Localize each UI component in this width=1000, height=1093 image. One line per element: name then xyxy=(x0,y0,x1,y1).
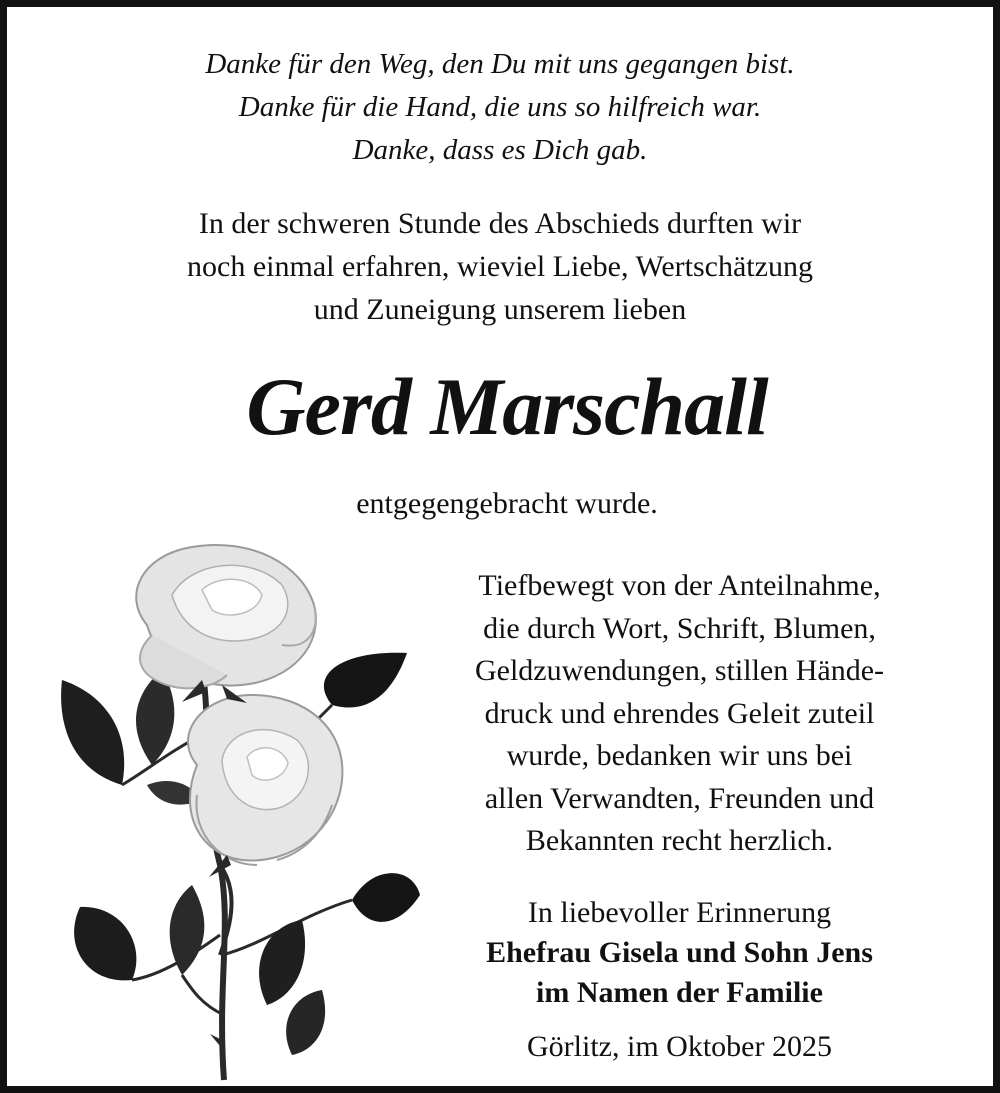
signers-line: Ehefrau Gisela und Sohn Jens xyxy=(486,936,873,969)
intro-paragraph xyxy=(7,202,993,331)
deceased-name: Gerd Marschall xyxy=(246,361,768,452)
intro-line: In der schweren Stunde des Abschieds durften wir xyxy=(198,207,802,240)
signers-line: im Namen der Familie xyxy=(536,976,823,1009)
place-date: Görlitz, im Oktober 2025 xyxy=(527,1030,832,1063)
intro-line: noch einmal erfahren, wieviel Liebe, Wertschätzung xyxy=(187,250,813,283)
closing-signature xyxy=(417,893,942,1013)
thanks-line: Bekannten recht herzlich. xyxy=(525,824,834,857)
motto-line: Danke für den Weg, den Du mit uns gegangen bist. xyxy=(205,48,795,80)
thanks-line: die durch Wort, Schrift, Blumen, xyxy=(483,611,876,645)
motto-line: Danke für die Hand, die uns so hilfreich war. xyxy=(238,91,762,123)
thanks-paragraph xyxy=(417,565,942,863)
thanks-line: druck und ehrendes Geleit zuteil xyxy=(484,696,875,730)
remembrance-line: In liebevoller Erinnerung xyxy=(527,896,832,929)
thanks-line: wurde, bedanken wir uns bei xyxy=(506,739,853,772)
motto-verse xyxy=(7,43,993,172)
thanks-line: allen Verwandten, Freunden und xyxy=(484,781,875,815)
thanks-line: Geldzuwendungen, stillen Hände- xyxy=(474,654,885,687)
rose-illustration-icon xyxy=(52,535,422,1085)
motto-line: Danke, dass es Dich gab. xyxy=(352,134,648,166)
thanks-line: Tiefbewegt von der Anteilnahme, xyxy=(478,569,881,602)
intro-line: und Zuneigung unserem lieben xyxy=(313,293,687,326)
after-name-text: entgegengebracht wurde. xyxy=(356,487,658,520)
